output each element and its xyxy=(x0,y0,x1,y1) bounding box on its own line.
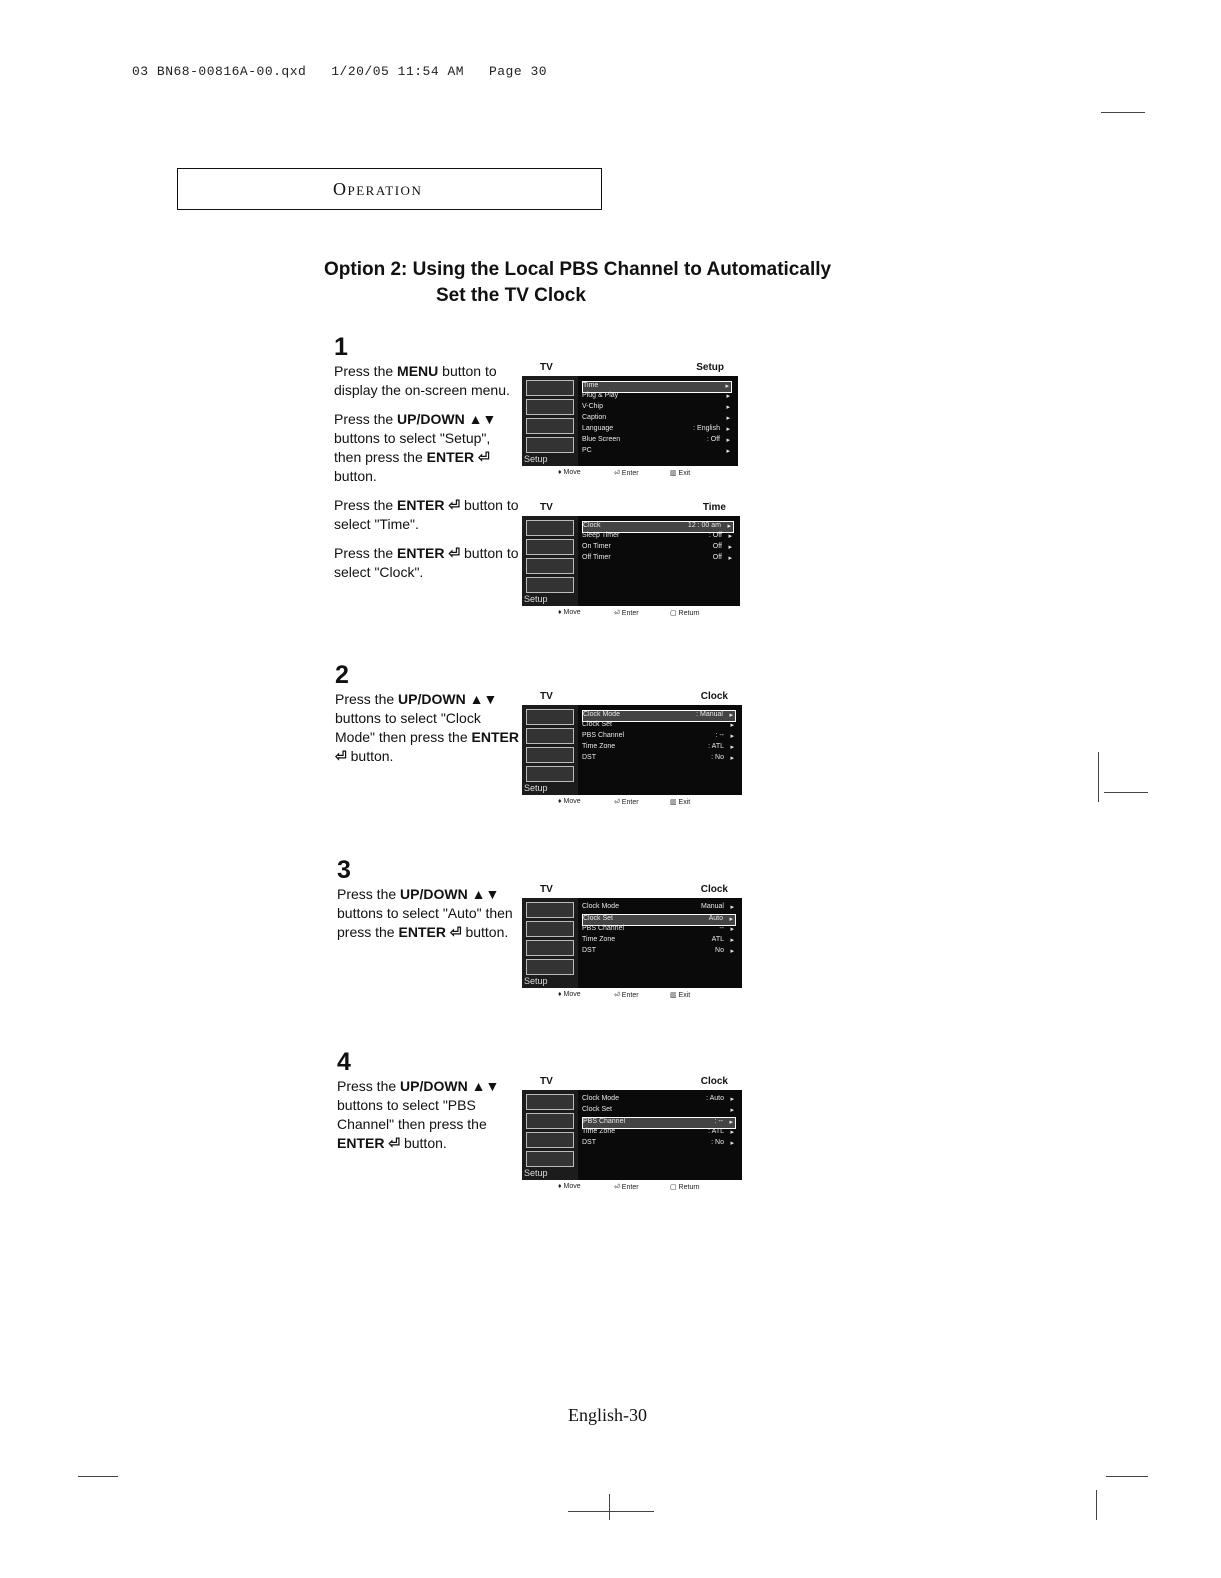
instruction-text: button to select "Time". xyxy=(334,497,519,532)
channel-icon xyxy=(526,1151,574,1167)
instruction-text: button. xyxy=(346,748,394,764)
sound-icon xyxy=(526,1132,574,1148)
submenu-arrow-icon: ▸ xyxy=(727,523,731,530)
osd-menu-item-label: Language xyxy=(582,425,614,432)
osd-menu-item-value: : Manual xyxy=(696,711,723,718)
crop-mark xyxy=(1101,112,1145,113)
instruction-text: buttons to select "Setup", then press the xyxy=(334,430,491,465)
osd-control-hint: ▢ Return xyxy=(670,1184,700,1191)
crop-mark xyxy=(1096,1490,1097,1520)
osd-menu-item xyxy=(582,447,732,457)
submenu-arrow-icon: ▸ xyxy=(730,755,734,762)
osd-menu-item-label: Time Zone xyxy=(582,743,616,750)
osd-control-hint: ⏎ Enter xyxy=(614,1184,639,1191)
osd-control-hint: ▥ Exit xyxy=(670,992,691,999)
instruction-paragraph xyxy=(335,690,520,766)
crop-mark xyxy=(1106,1476,1148,1477)
step-3 xyxy=(337,856,522,952)
osd-menu-item xyxy=(582,721,736,731)
osd-figure xyxy=(522,884,742,1003)
osd-control-hint: ⏎ Enter xyxy=(614,799,639,806)
instruction-text: button. xyxy=(400,1135,447,1151)
button-name: ENTER ⏎ xyxy=(398,924,462,940)
instruction-paragraph xyxy=(334,362,519,400)
osd-control-hint: ⏎ Enter xyxy=(614,470,639,477)
osd-control-hint: ⏎ Enter xyxy=(614,992,639,999)
button-name: UP/DOWN ▲▼ xyxy=(397,411,497,427)
sound-icon xyxy=(526,940,574,956)
osd-control-hint: ▥ Exit xyxy=(670,799,691,806)
submenu-arrow-icon: ▸ xyxy=(730,1129,734,1136)
submenu-arrow-icon: ▸ xyxy=(726,437,730,444)
instruction-text: buttons to select "PBS Channel" then press the xyxy=(337,1097,487,1132)
instruction-paragraph xyxy=(337,885,522,942)
osd-setup-label: Setup xyxy=(524,976,548,986)
osd-screen xyxy=(522,376,738,466)
submenu-arrow-icon: ▸ xyxy=(726,415,730,422)
tv-input-icon xyxy=(526,520,574,536)
osd-sidebar xyxy=(522,516,578,606)
button-name: ENTER ⏎ xyxy=(397,497,461,513)
osd-menu-item-label: Plug & Play xyxy=(582,392,619,399)
channel-icon xyxy=(526,959,574,975)
osd-menu-item-value: : Off xyxy=(708,532,722,539)
osd-menu-item-label: Caption xyxy=(582,414,607,421)
osd-menu-item-value: Auto xyxy=(708,915,723,922)
heading-line-1: Option 2: Using the Local PBS Channel to Automatically xyxy=(324,259,832,280)
osd-menu-item-label: PBS Channel xyxy=(582,925,625,932)
osd-menu-item-label: DST xyxy=(582,1139,596,1146)
osd-menu-item-value: 12 : 00 am xyxy=(687,522,721,529)
submenu-arrow-icon: ▸ xyxy=(729,1119,733,1126)
submenu-arrow-icon: ▸ xyxy=(728,533,732,540)
osd-menu-item xyxy=(582,936,736,946)
osd-menu-item-value: Manual xyxy=(701,903,724,910)
osd-source-label: TV xyxy=(540,884,553,895)
osd-menu-item xyxy=(582,414,732,424)
registration-mark xyxy=(1104,792,1148,793)
osd-menu-item xyxy=(582,554,734,564)
registration-mark xyxy=(1098,752,1099,802)
osd-menu-item-value: : Auto xyxy=(706,1095,724,1102)
osd-menu-item xyxy=(582,1095,736,1105)
picture-icon xyxy=(526,921,574,937)
osd-menu-item-value: -- xyxy=(719,925,724,932)
osd-menu-item xyxy=(582,436,732,446)
instruction-text: Press the xyxy=(334,363,398,379)
osd-control-hint: ⏎ Enter xyxy=(614,610,639,617)
osd-menu-item-value: : ATL xyxy=(708,1128,724,1135)
osd-menu-item-label: Blue Screen xyxy=(582,436,621,443)
osd-menu-item-label: PBS Channel xyxy=(582,732,625,739)
osd-source-label: TV xyxy=(540,362,553,373)
picture-icon xyxy=(526,728,574,744)
channel-icon xyxy=(526,577,574,593)
instruction-text: button. xyxy=(334,468,377,484)
submenu-arrow-icon: ▸ xyxy=(726,448,730,455)
instruction-text: Press the xyxy=(334,411,398,427)
osd-menu-item-value: Off xyxy=(712,554,722,561)
osd-menu-item-label: Clock Set xyxy=(582,721,612,728)
osd-menu-item-label: Time xyxy=(583,382,599,389)
osd-control-hint: ▢ Return xyxy=(670,610,700,617)
step-4 xyxy=(337,1048,522,1163)
osd-setup-label: Setup xyxy=(524,594,548,604)
picture-icon xyxy=(526,539,574,555)
osd-screen xyxy=(522,705,742,795)
osd-screen xyxy=(522,516,740,606)
instruction-paragraph xyxy=(337,1077,522,1153)
osd-menu-item-value: No xyxy=(715,947,724,954)
osd-menu-item-label: PBS Channel xyxy=(583,1118,626,1125)
submenu-arrow-icon: ▸ xyxy=(730,1140,734,1147)
osd-setup-label: Setup xyxy=(524,783,548,793)
submenu-arrow-icon: ▸ xyxy=(730,722,734,729)
button-name: UP/DOWN ▲▼ xyxy=(400,886,500,902)
instruction-text: buttons to select "Clock Mode" then press the xyxy=(335,710,481,745)
osd-menu-item-value: ATL xyxy=(711,936,724,943)
submenu-arrow-icon: ▸ xyxy=(729,712,733,719)
sound-icon xyxy=(526,418,574,434)
button-name: ENTER ⏎ xyxy=(337,1135,401,1151)
osd-source-label: TV xyxy=(540,691,553,702)
osd-menu-item-label: On Timer xyxy=(582,543,611,550)
osd-control-hint: ▥ Exit xyxy=(670,470,691,477)
osd-menu-item xyxy=(582,403,732,413)
osd-menu-item xyxy=(582,392,732,402)
osd-menu-title: Clock xyxy=(700,691,728,702)
osd-menu-item xyxy=(582,532,734,542)
osd-source-label: TV xyxy=(540,1076,553,1087)
osd-source-label: TV xyxy=(540,502,553,513)
osd-menu-item xyxy=(582,925,736,935)
osd-menu-item-value: : No xyxy=(711,1139,724,1146)
instruction-text: button to select "Clock". xyxy=(334,545,519,580)
picture-icon xyxy=(526,1113,574,1129)
instruction-text: Press the xyxy=(337,1078,401,1094)
submenu-arrow-icon: ▸ xyxy=(730,948,734,955)
osd-sidebar xyxy=(522,376,578,466)
step-instructions xyxy=(335,690,520,766)
osd-menu-title: Setup xyxy=(696,362,724,373)
step-number: 2 xyxy=(335,661,349,689)
osd-setup-label: Setup xyxy=(524,1168,548,1178)
instruction-text: Press the xyxy=(335,691,399,707)
print-header: 03 BN68-00816A-00.qxd 1/20/05 11:54 AM Page 30 xyxy=(132,64,548,79)
osd-menu-item-label: Time Zone xyxy=(582,1128,616,1135)
osd-sidebar xyxy=(522,898,578,988)
instruction-text: Press the xyxy=(334,545,398,561)
osd-menu-item-label: Clock Set xyxy=(583,915,613,922)
crop-mark xyxy=(609,1494,610,1520)
osd-menu-item-label: Clock Mode xyxy=(582,1095,619,1102)
page-heading xyxy=(324,257,1024,309)
step-number: 4 xyxy=(337,1048,351,1076)
osd-menu-item xyxy=(582,425,732,435)
osd-figure xyxy=(522,502,740,621)
heading-line-2: Set the TV Clock xyxy=(436,285,586,306)
osd-screen xyxy=(522,898,742,988)
osd-figure xyxy=(522,691,742,810)
button-name: ENTER ⏎ xyxy=(335,729,519,764)
submenu-arrow-icon: ▸ xyxy=(728,555,732,562)
osd-control-hint: ♦ Move xyxy=(558,609,581,616)
osd-menu-item-label: PC xyxy=(582,447,592,454)
sound-icon xyxy=(526,747,574,763)
tv-input-icon xyxy=(526,1094,574,1110)
osd-sidebar xyxy=(522,705,578,795)
step-instructions xyxy=(337,885,522,942)
osd-menu-item-label: Clock Mode xyxy=(582,903,619,910)
submenu-arrow-icon: ▸ xyxy=(726,426,730,433)
osd-menu-item-label: Time Zone xyxy=(582,936,616,943)
osd-menu-title: Time xyxy=(702,502,726,513)
osd-menu-item-value: : Off xyxy=(706,436,720,443)
osd-menu-title: Clock xyxy=(700,1076,728,1087)
instruction-text: button. xyxy=(461,924,509,940)
osd-sidebar xyxy=(522,1090,578,1180)
instruction-text: Press the xyxy=(337,886,401,902)
instruction-text: button to display the on-screen menu. xyxy=(334,363,510,398)
osd-menu-item-label: Clock xyxy=(583,522,601,529)
tv-input-icon xyxy=(526,709,574,725)
submenu-arrow-icon: ▸ xyxy=(730,937,734,944)
submenu-arrow-icon: ▸ xyxy=(726,404,730,411)
submenu-arrow-icon: ▸ xyxy=(726,393,730,400)
osd-menu-item-value: : No xyxy=(711,754,724,761)
submenu-arrow-icon: ▸ xyxy=(729,916,733,923)
picture-icon xyxy=(526,399,574,415)
step-2 xyxy=(335,661,520,776)
osd-menu-item-label: DST xyxy=(582,754,596,761)
osd-menu-item-value: Off xyxy=(712,543,722,550)
step-instructions xyxy=(337,1077,522,1153)
osd-menu-item xyxy=(582,543,734,553)
osd-menu-item xyxy=(582,947,736,957)
channel-icon xyxy=(526,766,574,782)
crop-mark xyxy=(568,1511,654,1512)
submenu-arrow-icon: ▸ xyxy=(730,744,734,751)
channel-icon xyxy=(526,437,574,453)
instruction-paragraph xyxy=(334,544,519,582)
instruction-paragraph xyxy=(334,410,519,486)
submenu-arrow-icon: ▸ xyxy=(728,544,732,551)
section-box xyxy=(177,168,602,210)
osd-menu-item-label: Sleep Timer xyxy=(582,532,620,539)
osd-menu-title: Clock xyxy=(700,884,728,895)
osd-menu-item xyxy=(582,743,736,753)
osd-setup-label: Setup xyxy=(524,454,548,464)
osd-menu-item-value: : -- xyxy=(714,1118,723,1125)
osd-control-hint: ♦ Move xyxy=(558,469,581,476)
section-title: Operation xyxy=(333,179,423,199)
submenu-arrow-icon: ▸ xyxy=(730,1107,734,1114)
osd-menu-item xyxy=(582,1139,736,1149)
instruction-text: Press the xyxy=(334,497,398,513)
button-name: ENTER ⏎ xyxy=(426,449,490,465)
osd-menu-item-value: : ATL xyxy=(708,743,724,750)
submenu-arrow-icon: ▸ xyxy=(725,383,729,390)
osd-menu-item-value: : English xyxy=(693,425,720,432)
osd-control-hint: ♦ Move xyxy=(558,798,581,805)
instruction-paragraph xyxy=(334,496,519,534)
submenu-arrow-icon: ▸ xyxy=(730,904,734,911)
crop-mark xyxy=(78,1476,118,1477)
sound-icon xyxy=(526,558,574,574)
step-number: 3 xyxy=(337,856,351,884)
button-name: ENTER ⏎ xyxy=(397,545,461,561)
osd-menu-item xyxy=(582,1128,736,1138)
osd-control-hint: ♦ Move xyxy=(558,1183,581,1190)
instruction-text: buttons to select "Auto" then press the xyxy=(337,905,513,940)
osd-menu-item xyxy=(582,732,736,742)
step-instructions xyxy=(334,362,519,582)
page-number: English-30 xyxy=(568,1405,647,1425)
osd-menu-item-label: Clock Mode xyxy=(583,711,620,718)
osd-figure xyxy=(522,1076,742,1195)
osd-control-hint: ♦ Move xyxy=(558,991,581,998)
osd-menu-item-label: Clock Set xyxy=(582,1106,612,1113)
tv-input-icon xyxy=(526,380,574,396)
osd-menu-item-value: : -- xyxy=(715,732,724,739)
osd-menu-item-label: V-Chip xyxy=(582,403,604,410)
step-1 xyxy=(334,333,519,592)
button-name: UP/DOWN ▲▼ xyxy=(398,691,498,707)
osd-menu-item xyxy=(582,754,736,764)
button-name: MENU xyxy=(397,363,439,379)
osd-menu-item-label: DST xyxy=(582,947,596,954)
submenu-arrow-icon: ▸ xyxy=(730,1096,734,1103)
osd-figure xyxy=(522,362,738,481)
tv-input-icon xyxy=(526,902,574,918)
osd-screen xyxy=(522,1090,742,1180)
submenu-arrow-icon: ▸ xyxy=(730,926,734,933)
button-name: UP/DOWN ▲▼ xyxy=(400,1078,500,1094)
submenu-arrow-icon: ▸ xyxy=(730,733,734,740)
osd-menu-item xyxy=(582,1106,736,1116)
step-number: 1 xyxy=(334,333,348,361)
osd-menu-item xyxy=(582,903,736,913)
osd-menu-item-label: Off Timer xyxy=(582,554,611,561)
